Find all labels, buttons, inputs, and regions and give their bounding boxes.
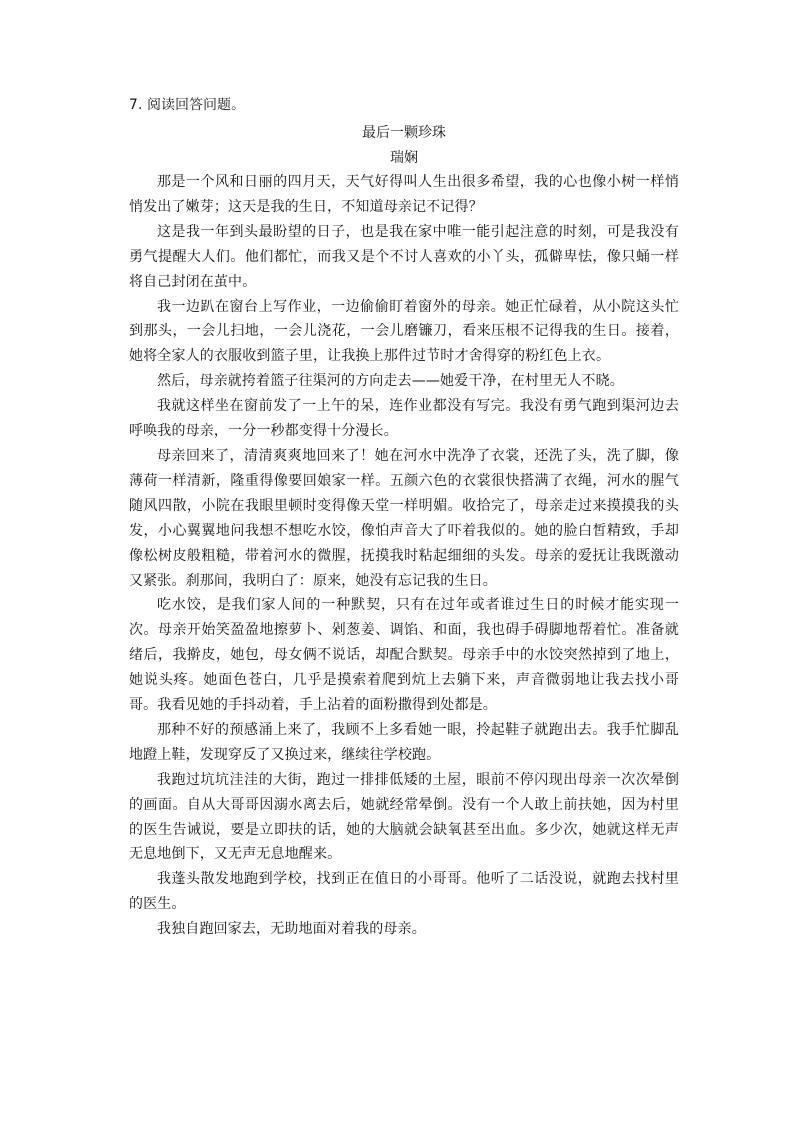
article-title: 最后一颗珍珠	[362, 125, 446, 141]
paragraph-11: 我独自跑回家去，无助地面对着我的母亲。	[157, 921, 426, 938]
paragraph-1: 那是一个风和日丽的四月天，天气好得叫人生出很多希望，我的心也像小树一样悄悄发出了嫩芽；这天是我的生日，不知道母亲记不记得？	[129, 174, 679, 215]
question-prompt: 7. 阅读回答问题。	[129, 97, 246, 113]
article-author: 瑞娴	[390, 150, 418, 166]
paragraph-6: 母亲回来了，清清爽爽地回来了！她在河水中洗净了衣裳，还洗了头，洗了脚，像薄荷一样清新，隆重得像要回娘家一样。五颜六色的衣裳很快搭满了衣绳，河水的腥气随风四散，小院在我眼里顿时变得像天堂一样明媚。收拾完了，母亲走过来摸摸我的头发，小心翼翼地问我想不想吃水饺，像怕声音大了吓着我似的。她的脸白皙精致，手却像松树皮般粗糙，带着河水的微腥，抚摸我时粘起细细的头发。母亲的爱抚让我既激动又紧张。刹那间，我明白了：原来，她没有忘记我的生日。	[129, 447, 679, 589]
paragraph-8: 那种不好的预感涌上来了，我顾不上多看她一眼，拎起鞋子就跑出去。我手忙脚乱地蹬上鞋，发现穿反了又换过来，继续往学校跑。	[129, 721, 679, 763]
paragraph-10: 我蓬头散发地跑到学校，找到正在值日的小哥哥。他听了二话没说，就跑去找村里的医生。	[129, 871, 679, 913]
reading-passage	[129, 94, 679, 942]
paragraph-3: 我一边趴在窗台上写作业，一边偷偷盯着窗外的母亲。她正忙碌着，从小院这头忙到那头，一会儿扫地，一会儿浇花，一会儿磨镰刀，看来压根不记得我的生日。接着，她将全家人的衣服收到篮子里，让我换上那件过节时才舍得穿的粉红色上衣。	[129, 298, 679, 365]
paragraph-9: 我跑过坑坑洼洼的大街，跑过一排排低矮的土屋，眼前不停闪现出母亲一次次晕倒的画面。自从大哥哥因溺水离去后，她就经常晕倒。没有一个人敢上前扶她，因为村里的医生告诫说，要是立即扶的话，她的大脑就会缺氧甚至出血。多少次，她就这样无声无息地倒下，又无声无息地醒来。	[129, 771, 679, 863]
paragraph-4: 然后，母亲就挎着篮子往渠河的方向走去——她爱干净，在村里无人不晓。	[157, 373, 624, 390]
paragraph-5: 我就这样坐在窗前发了一上午的呆，连作业都没有写完。我没有勇气跑到渠河边去呼唤我的母亲，一分一秒都变得十分漫长。	[129, 398, 679, 440]
paragraph-2: 这是我一年到头最盼望的日子，也是我在家中唯一能引起注意的时刻，可是我没有勇气提醒大人们。他们都忙，而我又是个不讨人喜欢的小丫头，孤僻卑怯，像只蛹一样将自己封闭在茧中。	[129, 223, 679, 290]
paragraph-7: 吃水饺，是我们家人间的一种默契，只有在过年或者谁过生日的时候才能实现一次。母亲开始笑盈盈地擦萝卜、剁葱姜、调馅、和面，我也碍手碍脚地帮着忙。准备就绪后，我擀皮，她包，母女俩不说话，却配合默契。母亲手中的水饺突然掉到了地上，她说头疼。她面色苍白，几乎是摸索着爬到炕上去躺下来，声音微弱地让我去找小哥哥。我看见她的手抖动着，手上沾着的面粉撒得到处都是。	[129, 597, 679, 714]
